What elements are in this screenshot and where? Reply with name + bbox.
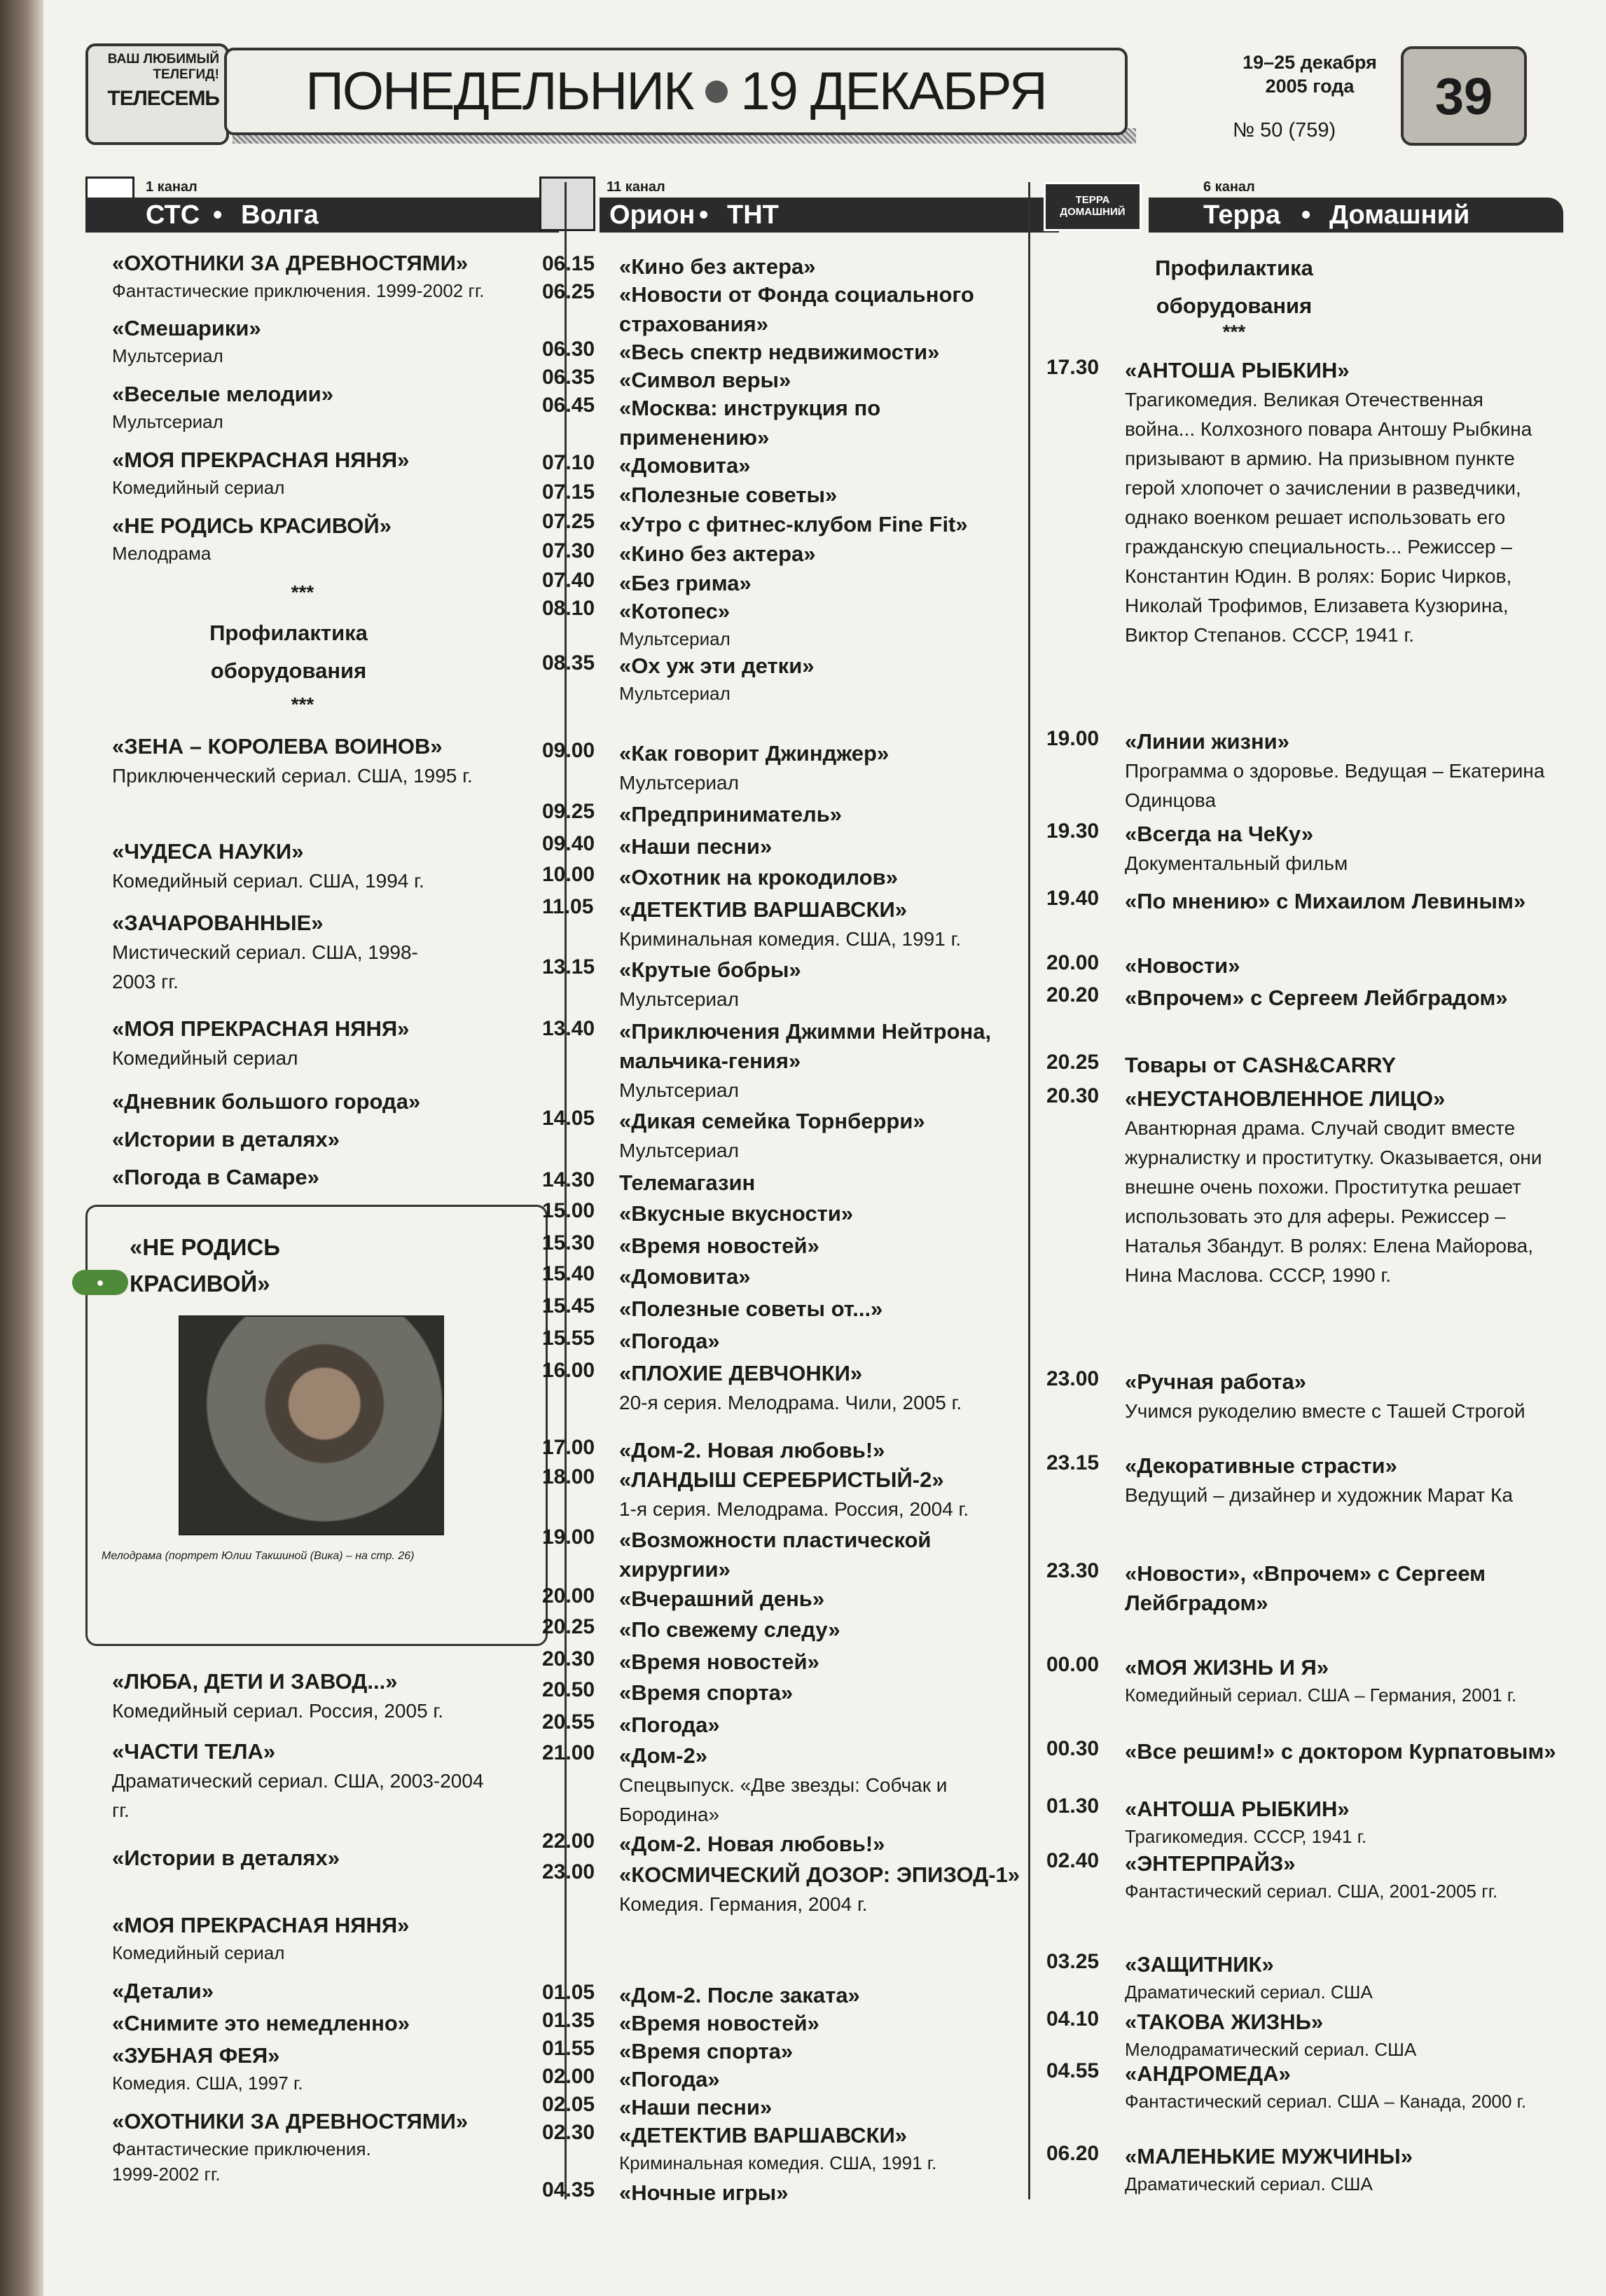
program-title: «ПЛОХИЕ ДЕВЧОНКИ» — [619, 1361, 863, 1385]
program-title: «АНТОША РЫБКИН» — [1125, 358, 1350, 382]
program-title: «Время новостей» — [619, 2011, 819, 2035]
channel-partner: ТНТ — [727, 200, 779, 230]
program-title: «Дом-2. Новая любовь!» — [619, 1438, 885, 1462]
program-title: Товары от CASH&CARRY — [1125, 1053, 1397, 1077]
program-time: 15.30 — [542, 1231, 595, 1254]
program-time: 20.25 — [1046, 1051, 1100, 1074]
program-entry: «МОЯ ПРЕКРАСНАЯ НЯНЯ» Комедийный сериал — [112, 1913, 410, 1963]
program-entry — [1046, 1794, 1558, 1849]
program-entry: «Смешарики» Мультсериал — [112, 316, 261, 366]
program-title: «Котопес» — [619, 599, 731, 623]
program-title: «Приключения Джимми Нейтрона, мальчика-гения» — [619, 1019, 992, 1073]
program-entry — [542, 569, 1025, 598]
program-entry: «ОХОТНИКИ ЗА ДРЕВНОСТЯМИ» Фантастические приключения. 1999-2002 гг. — [112, 2109, 469, 2185]
binding-shadow — [0, 0, 43, 2296]
program-title: «Новости», «Впрочем» с Сергеем Лейбградом» — [1125, 1561, 1486, 1615]
program-time: 20.00 — [1046, 951, 1100, 974]
program-entry — [542, 394, 1025, 452]
channel-header-1 — [85, 177, 559, 234]
program-entry — [542, 1231, 1025, 1261]
program-entry — [542, 1678, 1025, 1708]
program-entry — [542, 1830, 1025, 1859]
program-entry: «НЕ РОДИСЬ КРАСИВОЙ» Мелодрама — [112, 513, 392, 564]
program-entry: «ОХОТНИКИ ЗА ДРЕВНОСТЯМИ» Фантастические приключения. 1999-2002 гг. — [112, 251, 485, 301]
channel-header-2 — [539, 177, 1059, 234]
program-entry: «ЧУДЕСА НАУКИ» Комедийный сериал. США, 1994 г. — [112, 839, 424, 892]
program-entry — [542, 2093, 1025, 2122]
program-entry — [542, 1710, 1025, 1740]
program-title: «Все решим!» с доктором Курпатовым» — [1125, 1739, 1556, 1764]
program-entry — [1046, 1737, 1558, 1766]
program-entry — [542, 597, 1025, 651]
program-title: «ЛАНДЫШ СЕРЕБРИСТЫЙ-2» — [619, 1467, 944, 1492]
program-title: «НЕУСТАНОВЛЕННОЕ ЛИЦО» — [1125, 1086, 1446, 1111]
program-time: 14.05 — [542, 1107, 595, 1130]
program-entry: «Веселые мелодии» Мультсериал — [112, 382, 333, 432]
program-time: 02.00 — [542, 2065, 595, 2088]
program-title: «Символ веры» — [619, 368, 791, 392]
program-description: Авантюрная драма. Случай сводит вместе журналистку и проститутку. Оказывается, они внешне очень похожи. Проститутка решает использовать это для аферы. Режиссер – Наталья Збандут. В ролях: Елена Майорова, Нина Маслова. СССР, 1990 г. — [1125, 1117, 1542, 1286]
program-time: 11.05 — [542, 895, 594, 918]
program-entry — [1046, 727, 1558, 815]
program-title: «ТАКОВА ЖИЗНЬ» — [1125, 2010, 1324, 2034]
logo-name: ТЕЛЕСЕМЬ — [107, 87, 219, 110]
program-entry — [542, 539, 1025, 569]
program-time: 18.00 — [542, 1465, 595, 1488]
channel-number: 1 канал — [146, 179, 198, 195]
program-description: 1-я серия. Мелодрама. Россия, 2004 г. — [619, 1498, 969, 1520]
program-title: «Дом-2» — [619, 1743, 707, 1768]
program-entry: «Дневник большого города» — [112, 1089, 421, 1114]
program-title: «Наши песни» — [619, 2095, 773, 2119]
program-entry — [542, 955, 1025, 1014]
program-time: 17.30 — [1046, 356, 1100, 379]
channel-partner: Домашний — [1329, 200, 1470, 230]
program-title: «Новости» — [1125, 953, 1240, 978]
program-title: «Возможности пластической хирургии» — [619, 1528, 932, 1582]
program-title: «Полезные советы от...» — [619, 1296, 883, 1321]
program-entry — [542, 1327, 1025, 1356]
program-title: «Время спорта» — [619, 1680, 794, 1705]
program-time: 00.00 — [1046, 1653, 1100, 1676]
program-time: 20.50 — [542, 1678, 595, 1701]
program-title: «Домовита» — [619, 453, 751, 478]
channel-header-3 — [1044, 177, 1563, 234]
program-entry — [542, 1860, 1025, 1919]
program-time: 06.45 — [542, 394, 595, 417]
program-entry — [542, 1526, 1025, 1584]
channel-number: 11 канал — [607, 179, 665, 195]
program-time: 20.30 — [542, 1647, 595, 1671]
program-entry — [542, 800, 1025, 829]
program-title: «Вчерашний день» — [619, 1586, 825, 1611]
program-entry — [542, 252, 1025, 282]
program-entry — [1046, 2059, 1558, 2114]
program-entry — [542, 280, 1025, 339]
program-entry — [542, 1647, 1025, 1677]
date-range: 19–25 декабря — [1242, 52, 1377, 73]
program-entry — [1046, 983, 1558, 1013]
magazine-logo — [85, 43, 229, 145]
featured-program-box — [85, 1205, 548, 1646]
program-entry — [542, 1741, 1025, 1830]
program-entry: «МОЯ ПРЕКРАСНАЯ НЯНЯ» Комедийный сериал — [112, 1016, 410, 1069]
channel-name-bar: Орион • ТНТ — [600, 198, 1059, 233]
program-time: 09.00 — [542, 739, 595, 762]
program-title: «Время новостей» — [619, 1650, 819, 1674]
date: 19 ДЕКАБРЯ — [740, 62, 1046, 121]
program-title: «МАЛЕНЬКИЕ МУЖЧИНЫ» — [1125, 2144, 1413, 2169]
program-entry — [1046, 1559, 1558, 1618]
channel-number: 6 канал — [1203, 179, 1255, 195]
program-time: 06.35 — [542, 366, 595, 389]
program-time: 09.25 — [542, 800, 595, 823]
program-entry — [542, 480, 1025, 510]
program-time: 03.25 — [1046, 1950, 1100, 1973]
program-title: «Кино без актера» — [619, 254, 816, 279]
program-entry — [542, 2065, 1025, 2094]
program-time: 15.40 — [542, 1262, 595, 1285]
program-entry: «ЛЮБА, ДЕТИ И ЗАВОД...» Комедийный сериал. Россия, 2005 г. — [112, 1669, 443, 1722]
program-time: 02.30 — [542, 2121, 595, 2144]
bullet-icon — [705, 81, 728, 103]
program-time: 01.05 — [542, 1981, 595, 2004]
program-entry — [1046, 951, 1558, 981]
program-title: «Линии жизни» — [1125, 729, 1289, 754]
terra-logo: ТЕРРА ДОМАШНИЙ — [1044, 182, 1142, 231]
program-time: 15.55 — [542, 1327, 595, 1350]
issue-dates — [1198, 50, 1422, 98]
program-time: 04.55 — [1046, 2059, 1100, 2082]
page-title — [224, 48, 1128, 135]
featured-title: «НЕ РОДИСЬ КРАСИВОЙ» — [130, 1234, 280, 1296]
program-entry: «Снимите это немедленно» — [112, 2011, 410, 2035]
program-entry — [1046, 1653, 1558, 1708]
program-time: 19.40 — [1046, 887, 1100, 910]
channel-name-bar: Терра • Домашний — [1149, 198, 1563, 233]
program-time: 19.30 — [1046, 819, 1100, 843]
program-entry — [542, 1168, 1025, 1198]
program-time: 06.15 — [542, 252, 595, 275]
program-title: «Кино без актера» — [619, 541, 816, 566]
program-time: 09.40 — [542, 832, 595, 855]
program-entry — [1046, 2142, 1558, 2197]
program-time: 23.30 — [1046, 1559, 1100, 1582]
actor-photo — [179, 1315, 444, 1535]
channel-badge-icon: ● — [72, 1270, 128, 1295]
program-title: «Охотник на крокодилов» — [619, 865, 898, 890]
program-time: 20.00 — [542, 1584, 595, 1607]
program-title: «Наши песни» — [619, 834, 773, 859]
program-entry — [542, 1436, 1025, 1465]
program-time: 20.30 — [1046, 1084, 1100, 1107]
program-time: 17.00 — [542, 1436, 595, 1459]
program-title: «Как говорит Джинджер» — [619, 741, 889, 766]
program-entry: «ЗЕНА – КОРОЛЕВА ВОИНОВ» Приключенческий сериал. США, 1995 г. — [112, 734, 473, 787]
program-description: Трагикомедия. СССР, 1941 г. — [1125, 1826, 1367, 1847]
program-title: «МОЯ ЖИЗНЬ И Я» — [1125, 1655, 1329, 1680]
program-entry — [542, 366, 1025, 395]
separator-stars: *** — [291, 581, 314, 603]
page-number: 39 — [1401, 46, 1527, 146]
program-time: 02.05 — [542, 2093, 595, 2116]
program-time: 00.30 — [1046, 1737, 1100, 1760]
program-entry — [1046, 2007, 1558, 2062]
program-title: «Утро с фитнес-клубом Fine Fit» — [619, 512, 968, 537]
program-entry — [542, 1294, 1025, 1324]
program-title: «По мнению» с Михаилом Левиным» — [1125, 889, 1526, 913]
program-time: 20.25 — [542, 1615, 595, 1638]
program-entry — [542, 2009, 1025, 2038]
program-entry — [542, 832, 1025, 862]
tv-guide-page — [43, 0, 1606, 2296]
program-description: Фантастический сериал. США – Канада, 2000 г. — [1125, 2091, 1527, 2112]
program-entry — [542, 1262, 1025, 1292]
program-time: 14.30 — [542, 1168, 595, 1191]
program-title: «Без грима» — [619, 571, 752, 595]
program-entry — [1046, 1849, 1558, 1904]
program-entry — [542, 338, 1025, 367]
program-title: «ДЕТЕКТИВ ВАРШАВСКИ» — [619, 897, 908, 922]
program-title: «Ручная работа» — [1125, 1369, 1306, 1394]
issue-year: 2005 года — [1265, 76, 1355, 97]
program-entry — [1046, 1950, 1558, 2005]
program-time: 23.15 — [1046, 1451, 1100, 1474]
program-entry — [542, 895, 1025, 954]
program-time: 10.00 — [542, 863, 595, 886]
program-description: Фантастический сериал. США, 2001-2005 гг. — [1125, 1881, 1498, 1902]
program-title: «АНДРОМЕДА» — [1125, 2061, 1291, 2086]
program-entry — [542, 2037, 1025, 2066]
column-divider — [1028, 182, 1030, 2199]
program-time: 13.40 — [542, 1017, 595, 1040]
maintenance-notice: Профилактика оборудования — [209, 621, 368, 683]
program-entry — [542, 1465, 1025, 1524]
channel-partner: Волга — [241, 200, 319, 230]
program-description: Драматический сериал. США — [1125, 1982, 1373, 2003]
separator-stars: *** — [1222, 321, 1246, 343]
program-description: Мелодраматический сериал. США — [1125, 2039, 1417, 2060]
program-description: Мультсериал — [619, 683, 731, 704]
program-time: 20.55 — [542, 1710, 595, 1734]
program-description: Криминальная комедия. США, 1991 г. — [619, 2152, 937, 2173]
program-title: «Крутые бобры» — [619, 957, 801, 982]
program-title: «Дом-2. Новая любовь!» — [619, 1832, 885, 1856]
program-title: «Погода» — [619, 2067, 720, 2091]
program-description: Криминальная комедия. США, 1991 г. — [619, 928, 962, 950]
day-name: ПОНЕДЕЛЬНИК — [305, 62, 693, 121]
program-description: 20-я серия. Мелодрама. Чили, 2005 г. — [619, 1392, 962, 1413]
program-entry — [542, 1107, 1025, 1166]
program-time: 01.30 — [1046, 1794, 1100, 1818]
program-entry — [1046, 819, 1558, 878]
program-entry — [1046, 1051, 1558, 1080]
program-description: Драматический сериал. США — [1125, 2173, 1373, 2194]
program-title: «Вкусные вкусности» — [619, 1201, 854, 1226]
program-entry: «Детали» — [112, 1979, 214, 2003]
program-entry — [1046, 1367, 1558, 1426]
program-time: 21.00 — [542, 1741, 595, 1764]
program-entry: «Истории в деталях» — [112, 1127, 340, 1152]
program-description: Комедийный сериал. США – Германия, 2001 г. — [1125, 1685, 1517, 1706]
logo-tagline: ВАШ ЛЮБИМЫЙ ТЕЛЕГИД! — [107, 52, 219, 82]
program-entry — [542, 451, 1025, 480]
program-title: «ДЕТЕКТИВ ВАРШАВСКИ» — [619, 2123, 908, 2148]
program-title: «Всегда на ЧеКу» — [1125, 822, 1314, 846]
program-entry — [1046, 1084, 1558, 1290]
program-description: Документальный фильм — [1125, 852, 1348, 874]
program-title: «Ночные игры» — [619, 2180, 789, 2205]
channel-name: СТС — [146, 200, 200, 230]
program-entry: «Истории в деталях» — [112, 1846, 340, 1870]
program-description: Мультсериал — [619, 628, 731, 649]
program-time: 01.35 — [542, 2009, 595, 2032]
program-time: 07.40 — [542, 569, 595, 592]
program-title: «Домовита» — [619, 1264, 751, 1289]
program-entry — [1046, 1451, 1558, 1510]
program-time: 19.00 — [542, 1526, 595, 1549]
program-description: Спецвыпуск. «Две звезды: Собчак и Бородина» — [619, 1774, 948, 1825]
program-time: 06.30 — [542, 338, 595, 361]
tnt-logo-icon — [539, 177, 595, 231]
program-title: «Декоративные страсти» — [1125, 1453, 1397, 1478]
program-entry — [542, 1359, 1025, 1418]
program-title: Телемагазин — [619, 1170, 756, 1195]
program-title: «Дом-2. После заката» — [619, 1983, 860, 2007]
program-description: Трагикомедия. Великая Отечественная война... Колхозного повара Антошу Рыбкина призывают в армию. На призывном пункте герой хлопочет о зачислении в разведчики, однако военком решает использовать его гражданскую специальность... Режиссер – Константин Юдин. В ролях: Борис Чирков, Николай Трофимов, Елизавета Кузюрина, Виктор Степанов. СССР, 1941 г. — [1125, 389, 1532, 646]
program-title: «ЗАЩИТНИК» — [1125, 1952, 1274, 1977]
featured-caption: Мелодрама (портрет Юлии Такшиной (Вика) – на стр. 26) — [102, 1550, 415, 1562]
program-time: 06.25 — [542, 280, 595, 303]
program-title: «Впрочем» с Сергеем Лейбградом» — [1125, 986, 1508, 1010]
program-title: «КОСМИЧЕСКИЙ ДОЗОР: ЭПИЗОД-1» — [619, 1862, 1020, 1887]
program-time: 08.10 — [542, 597, 595, 620]
program-time: 07.10 — [542, 451, 595, 474]
program-time: 06.20 — [1046, 2142, 1100, 2165]
program-description: Программа о здоровье. Ведущая – Екатерина Одинцова — [1125, 760, 1545, 811]
program-time: 16.00 — [542, 1359, 595, 1382]
program-time: 15.45 — [542, 1294, 595, 1318]
program-entry — [1046, 356, 1558, 650]
program-time: 02.40 — [1046, 1849, 1100, 1872]
program-time: 01.55 — [542, 2037, 595, 2060]
issue-number: № 50 (759) — [1233, 119, 1336, 141]
program-entry — [542, 1584, 1025, 1614]
program-entry: «ЗУБНАЯ ФЕЯ» Комедия. США, 1997 г. — [112, 2043, 303, 2094]
program-time: 07.15 — [542, 480, 595, 504]
program-entry — [542, 651, 1025, 706]
program-entry — [1046, 887, 1558, 916]
program-time: 08.35 — [542, 651, 595, 675]
program-title: «Москва: инструкция по применению» — [619, 396, 881, 450]
program-description: Мультсериал — [619, 988, 739, 1010]
program-time: 07.30 — [542, 539, 595, 562]
program-description: Мультсериал — [619, 1140, 739, 1161]
program-entry — [542, 510, 1025, 539]
program-title: «Полезные советы» — [619, 483, 838, 507]
program-title: «Погода» — [619, 1329, 720, 1353]
channel-name: Терра — [1203, 200, 1281, 230]
channel-name: Орион — [609, 200, 695, 230]
program-time: 04.10 — [1046, 2007, 1100, 2031]
program-title: «Время спорта» — [619, 2039, 794, 2063]
program-entry — [542, 863, 1025, 892]
program-title: «Предприниматель» — [619, 802, 843, 827]
program-title: «Дикая семейка Торнберри» — [619, 1109, 925, 1133]
program-entry: «Погода в Самаре» — [112, 1165, 319, 1189]
program-entry: «ЧАСТИ ТЕЛА» Драматический сериал. США, 2003-2004 гг. — [112, 1739, 484, 1821]
program-description: Ведущий – дизайнер и художник Марат Ка — [1125, 1484, 1514, 1506]
maintenance-notice: Профилактика оборудования — [1155, 256, 1313, 318]
program-time: 20.20 — [1046, 983, 1100, 1007]
program-description: Учимся рукоделию вместе с Ташей Строгой — [1125, 1400, 1525, 1422]
program-entry: «ЗАЧАРОВАННЫЕ» Мистический сериал. США, 1998-2003 гг. — [112, 911, 418, 993]
program-title: «Время новостей» — [619, 1233, 819, 1258]
program-description: Мультсериал — [619, 772, 739, 794]
channel-name-bar: СТС • Волга — [85, 198, 559, 233]
program-entry — [542, 1615, 1025, 1645]
separator-stars: *** — [291, 693, 314, 715]
program-title: «Ох уж эти детки» — [619, 653, 815, 678]
program-entry — [542, 1981, 1025, 2010]
program-title: «Новости от Фонда социального страхования» — [619, 282, 974, 336]
program-entry: «МОЯ ПРЕКРАСНАЯ НЯНЯ» Комедийный сериал — [112, 448, 410, 498]
program-title: «Весь спектр недвижимости» — [619, 340, 940, 364]
program-time: 15.00 — [542, 1199, 595, 1222]
program-entry — [542, 1017, 1025, 1105]
program-time: 19.00 — [1046, 727, 1100, 750]
program-description: Комедия. Германия, 2004 г. — [619, 1893, 868, 1915]
program-time: 23.00 — [1046, 1367, 1100, 1390]
program-time: 23.00 — [542, 1860, 595, 1883]
program-time: 07.25 — [542, 510, 595, 533]
program-time: 04.35 — [542, 2178, 595, 2201]
program-title: «АНТОША РЫБКИН» — [1125, 1797, 1350, 1821]
program-time: 13.15 — [542, 955, 595, 978]
program-description: Мультсериал — [619, 1079, 739, 1101]
program-title: «ЭНТЕРПРАЙЗ» — [1125, 1851, 1296, 1876]
program-entry — [542, 2121, 1025, 2176]
program-title: «Погода» — [619, 1713, 720, 1737]
program-entry — [542, 2178, 1025, 2208]
program-entry — [542, 1199, 1025, 1229]
program-time: 22.00 — [542, 1830, 595, 1853]
program-entry — [542, 739, 1025, 798]
program-title: «По свежему следу» — [619, 1617, 840, 1642]
